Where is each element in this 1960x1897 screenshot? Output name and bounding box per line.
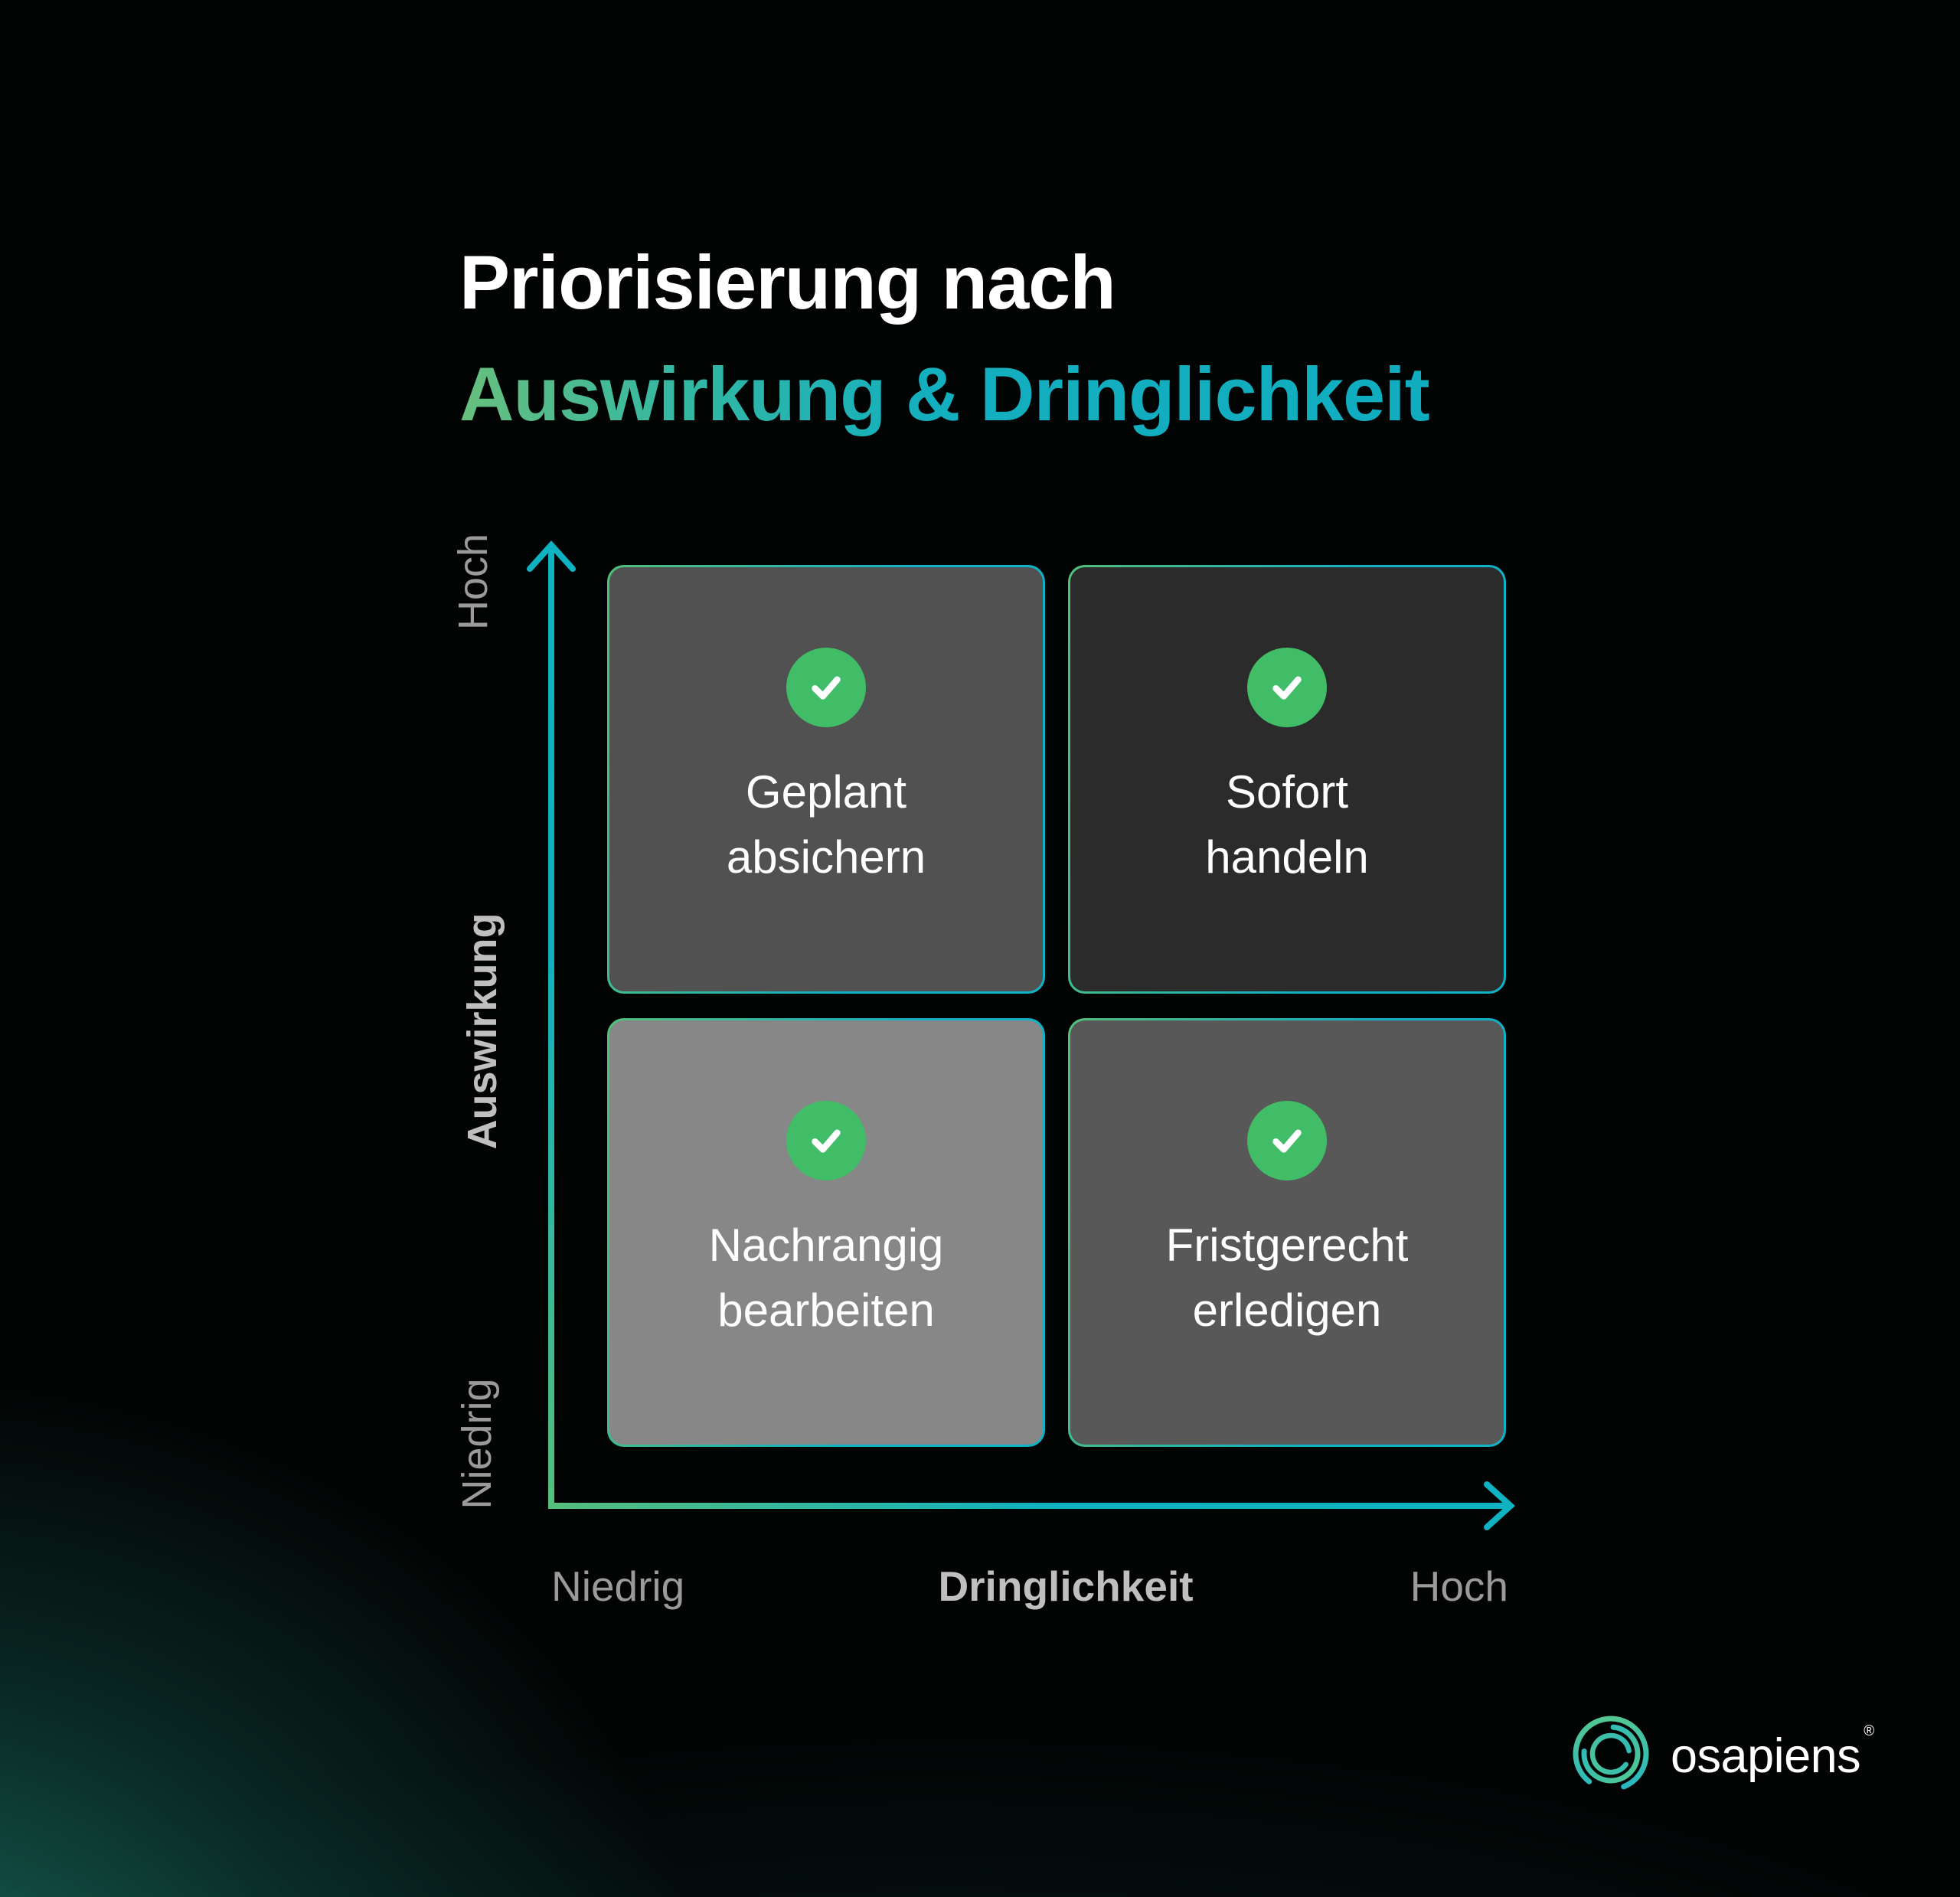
check-icon <box>1247 648 1327 727</box>
quadrant-geplant-absichern <box>607 565 1045 994</box>
quadrant-label <box>1166 1213 1409 1343</box>
x-axis-title: Dringlichkeit <box>938 1562 1194 1610</box>
quadrant-label <box>709 1213 944 1343</box>
page-title-line1: Priorisierung nach <box>459 240 1116 325</box>
x-axis-right-label: Hoch <box>1410 1562 1508 1610</box>
quadrant-surface <box>1070 1020 1504 1445</box>
quadrant-label-line2: handeln <box>1205 831 1369 883</box>
check-icon <box>786 648 866 727</box>
y-axis-top-label: Hoch <box>450 533 496 631</box>
quadrant-fristgerecht-erledigen <box>1068 1018 1506 1447</box>
quadrant-label-line1: Fristgerecht <box>1165 1220 1409 1271</box>
registered-trademark-symbol: ® <box>1864 1723 1874 1739</box>
quadrant-label-line1: Geplant <box>745 766 907 818</box>
quadrant-label-line2: erledigen <box>1192 1285 1382 1336</box>
osapiens-logo-icon <box>1571 1714 1651 1794</box>
osapiens-wordmark-text: osapiens <box>1671 1729 1861 1783</box>
quadrant-surface <box>609 567 1043 991</box>
x-axis-left-label: Niedrig <box>551 1562 685 1610</box>
quadrant-nachrangig-bearbeiten <box>607 1018 1045 1447</box>
check-icon <box>1247 1101 1327 1180</box>
quadrant-label-line2: absichern <box>726 831 926 883</box>
quadrant-label <box>1205 759 1369 890</box>
y-axis-bottom-label: Niedrig <box>454 1378 500 1510</box>
quadrant-sofort-handeln <box>1068 565 1506 994</box>
quadrant-surface <box>609 1020 1043 1445</box>
quadrant-label <box>727 759 926 890</box>
quadrant-label-line1: Sofort <box>1225 766 1349 818</box>
osapiens-wordmark <box>1671 1712 1874 1796</box>
y-axis-title: Auswirkung <box>459 913 505 1150</box>
quadrant-label-line2: bearbeiten <box>717 1285 935 1336</box>
quadrant-surface <box>1070 567 1504 991</box>
check-icon <box>786 1101 866 1180</box>
page-title-line2: Auswirkung & Dringlichkeit <box>459 338 1429 450</box>
quadrant-label-line1: Nachrangig <box>708 1220 944 1271</box>
osapiens-logo <box>1571 1712 1874 1796</box>
